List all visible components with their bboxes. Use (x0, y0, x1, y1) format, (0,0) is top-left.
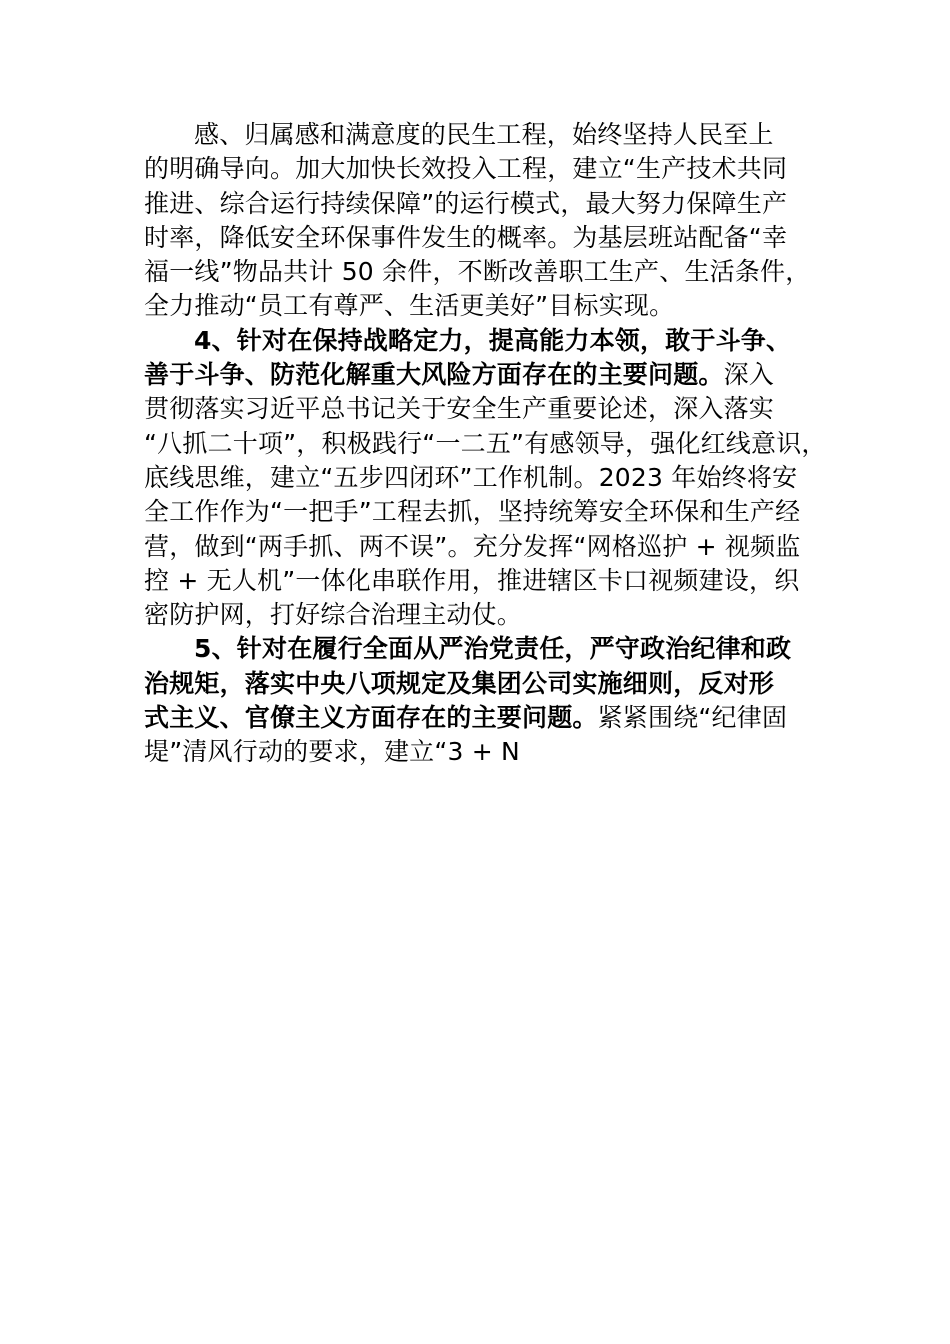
text-line: 控 + 无人机”一体化串联作用，推进辖区卡口视频建设，织 (144, 565, 800, 595)
text-line: 底线思维，建立“五步四闭环”工作机制。2023 年始终将安 (144, 462, 798, 492)
section-heading-line: 4、针对在保持战略定力，提高能力本领，敢于斗争、 (194, 325, 792, 355)
text-line: 推进、综合运行持续保障”的运行模式，最大努力保障生产 (144, 188, 788, 218)
section-heading-line: 5、针对在履行全面从严治党责任，严守政治纪律和政 (194, 634, 792, 664)
text-line: 堤”清风行动的要求，建立“3 + N (144, 737, 520, 767)
section-heading-line: 善于斗争、防范化解重大风险方面存在的主要问题。深入 (144, 360, 775, 390)
text-line: 全工作作为“一把手”工程去抓，坚持统筹安全环保和生产经 (144, 497, 801, 527)
text-line: 福一线”物品共计 50 余件，不断改善职工生产、生活条件， (144, 257, 811, 287)
text-line: 感、归属感和满意度的民生工程，始终坚持人民至上 (194, 120, 774, 149)
text-line: 全力推动“员工有尊严、生活更美好”目标实现。 (144, 291, 675, 321)
section-heading-line: 治规矩，落实中央八项规定及集团公司实施细则，反对形 (144, 668, 775, 698)
section-heading-line: 式主义、官僚主义方面存在的主要问题。紧紧围绕“纪律固 (144, 703, 788, 733)
text-line: 密防护网，打好综合治理主动仗。 (144, 600, 523, 630)
text-line: 贯彻落实习近平总书记关于安全生产重要论述，深入落实 (144, 394, 775, 424)
text-line: 的明确导向。加大加快长效投入工程，建立“生产技术共同 (144, 154, 788, 184)
document-body (144, 118, 827, 770)
text-line: 时率，降低安全环保事件发生的概率。为基层班站配备“幸 (144, 222, 788, 252)
text-line: “八抓二十项”，积极践行“一二五”有感领导，强化红线意识， (144, 428, 827, 458)
text-line: 营，做到“两手抓、两不误”。充分发挥“网格巡护 + 视频监 (144, 531, 801, 561)
